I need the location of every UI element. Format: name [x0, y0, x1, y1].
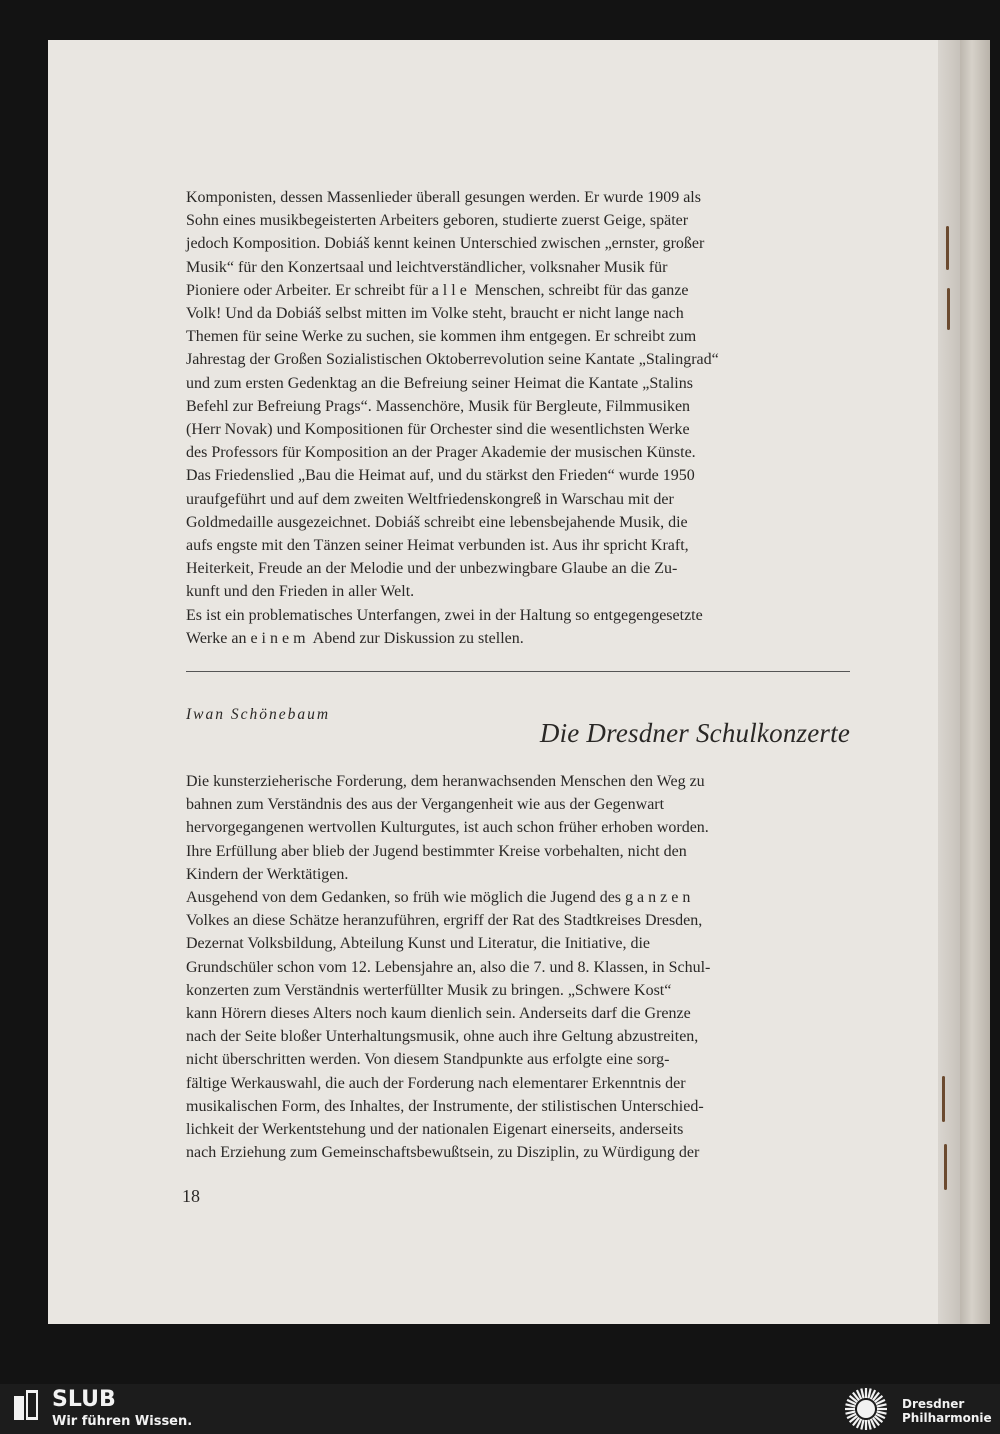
text-line: (Herr Novak) und Kompositionen für Orchester sind die wesentlichsten Werke	[186, 421, 690, 439]
text-line: uraufgeführt und auf dem zweiten Weltfriedenskongreß in Warschau mit der	[186, 490, 674, 508]
slub-logo-icon[interactable]	[14, 1390, 38, 1420]
article-title: Die Dresdner Schulkonzerte	[539, 718, 850, 748]
text-line: Themen für seine Werke zu suchen, sie kommen ihm entgegen. Er schreibt zum	[186, 328, 697, 346]
page-number: 18	[182, 1186, 200, 1206]
partner-name[interactable]	[902, 1397, 992, 1425]
library-tagline: Wir führen Wissen.	[52, 1414, 193, 1429]
text-span: Pioniere oder Arbeiter. Er schreibt für	[186, 281, 428, 299]
text-line: Grundschüler schon vom 12. Lebensjahre an, also die 7. und 8. Klassen, in Schul-	[186, 958, 711, 976]
emphasis-spaced: einem	[250, 629, 310, 647]
text-line: Sohn eines musikbegeisterten Arbeiters geboren, studierte zuerst Geige, später	[186, 212, 689, 230]
text-line: Volkes an diese Schätze heranzuführen, ergriff der Rat des Stadtkreises Dresden,	[186, 912, 703, 930]
text-line: Ihre Erfüllung aber blieb der Jugend bestimmter Kreise vorbehalten, nicht den	[186, 842, 687, 860]
text-line: nach der Seite bloßer Unterhaltungsmusik, ohne auch ihre Geltung abzustreiten,	[186, 1028, 699, 1046]
text-line: bahnen zum Verständnis des aus der Vergangenheit wie aus der Gegenwart	[186, 796, 665, 814]
text-line: Musik“ für den Konzertsaal und leichtverständlicher, volksnaher Musik für	[186, 258, 668, 276]
text-line: Goldmedaille ausgezeichnet. Dobiáš schreibt eine lebensbejahende Musik, die	[186, 513, 688, 531]
emphasis-spaced: ganzen	[625, 889, 695, 907]
text-line: kunft und den Frieden in aller Welt.	[186, 583, 415, 601]
staple-top-lower	[947, 288, 950, 330]
philharmonie-sunburst-icon[interactable]	[840, 1386, 892, 1432]
text-line: und zum ersten Gedenktag an die Befreiung seiner Heimat die Kantate „Stalins	[186, 374, 693, 392]
text-line: nach Erziehung zum Gemeinschaftsbewußtsein, zu Disziplin, zu Würdigung der	[186, 1144, 700, 1162]
article-body	[186, 770, 850, 1164]
text-line: kann Hörern dieses Alters noch kaum dienlich sein. Anderseits darf die Grenze	[186, 1005, 691, 1023]
page-spine	[938, 40, 960, 1324]
text-line	[186, 627, 850, 650]
text-line: des Professors für Komposition an der Prager Akademie der musischen Künste.	[186, 444, 696, 462]
partner-name-line2: Philharmonie	[902, 1411, 992, 1425]
text-line: musikalischen Form, des Inhaltes, der Instrumente, der stilistischen Unterschied-	[186, 1097, 704, 1115]
text-line	[186, 886, 850, 909]
text-span: Ausgehend von dem Gedanken, so früh wie möglich die Jugend des	[186, 889, 622, 907]
text-line: Kindern der Werktätigen.	[186, 865, 349, 883]
section-divider	[186, 671, 850, 672]
text-span: Werke an	[186, 629, 247, 647]
text-line: Heiterkeit, Freude an der Melodie und der unbezwingbare Glaube an die Zu-	[186, 560, 678, 578]
text-line: Komponisten, dessen Massenlieder überall gesungen werden. Er wurde 1909 als	[186, 189, 701, 206]
staple-bottom	[942, 1076, 945, 1122]
text-line: aufs engste mit den Tänzen seiner Heimat verbunden ist. Aus ihr spricht Kraft,	[186, 537, 689, 555]
text-line: hervorgegangenen wertvollen Kulturgutes, ist auch schon früher erhoben worden.	[186, 819, 709, 837]
text-line: konzerten zum Verständnis werterfüllter Musik zu bringen. „Schwere Kost“	[186, 981, 672, 999]
text-span: Menschen, schreibt für das ganze	[474, 281, 689, 299]
text-line: fältige Werkauswahl, die auch der Forderung nach elementarer Erkenntnis der	[186, 1074, 686, 1092]
text-line: Jahrestag der Großen Sozialistischen Oktoberrevolution seine Kantate „Stalingrad“	[186, 351, 719, 369]
text-span: Abend zur Diskussion zu stellen.	[312, 629, 524, 647]
continued-article	[186, 186, 850, 650]
library-name[interactable]: SLUB	[52, 1387, 116, 1412]
text-line	[186, 279, 850, 302]
partner-name-line1: Dresdner	[902, 1397, 965, 1411]
text-line: Das Friedenslied „Bau die Heimat auf, und du stärkst den Frieden“ wurde 1950	[186, 467, 695, 485]
text-line: Es ist ein problematisches Unterfangen, zwei in der Haltung so entgegengesetzte	[186, 606, 703, 624]
text-line: Befehl zur Befreiung Prags“. Massenchöre, Musik für Bergleute, Filmmusiken	[186, 397, 691, 415]
article-author: Iwan Schönebaum	[186, 706, 331, 723]
staple-bottom-lower	[944, 1144, 947, 1190]
text-line: jedoch Komposition. Dobiáš kennt keinen Unterschied zwischen „ernster, großer	[186, 235, 705, 253]
text-line: Volk! Und da Dobiáš selbst mitten im Volke steht, braucht er nicht lange nach	[186, 305, 684, 323]
page-edge	[960, 40, 990, 1324]
emphasis-spaced: alle	[431, 281, 471, 299]
text-line: Die kunsterzieherische Forderung, dem heranwachsenden Menschen den Weg zu	[186, 773, 705, 790]
text-line: lichkeit der Werkentstehung und der nationalen Eigenart einerseits, anderseits	[186, 1121, 684, 1139]
text-line: nicht überschritten werden. Von diesem Standpunkte aus erfolgte eine sorg-	[186, 1051, 670, 1069]
staple-top	[946, 226, 949, 270]
text-line: Dezernat Volksbildung, Abteilung Kunst und Literatur, die Initiative, die	[186, 935, 651, 953]
